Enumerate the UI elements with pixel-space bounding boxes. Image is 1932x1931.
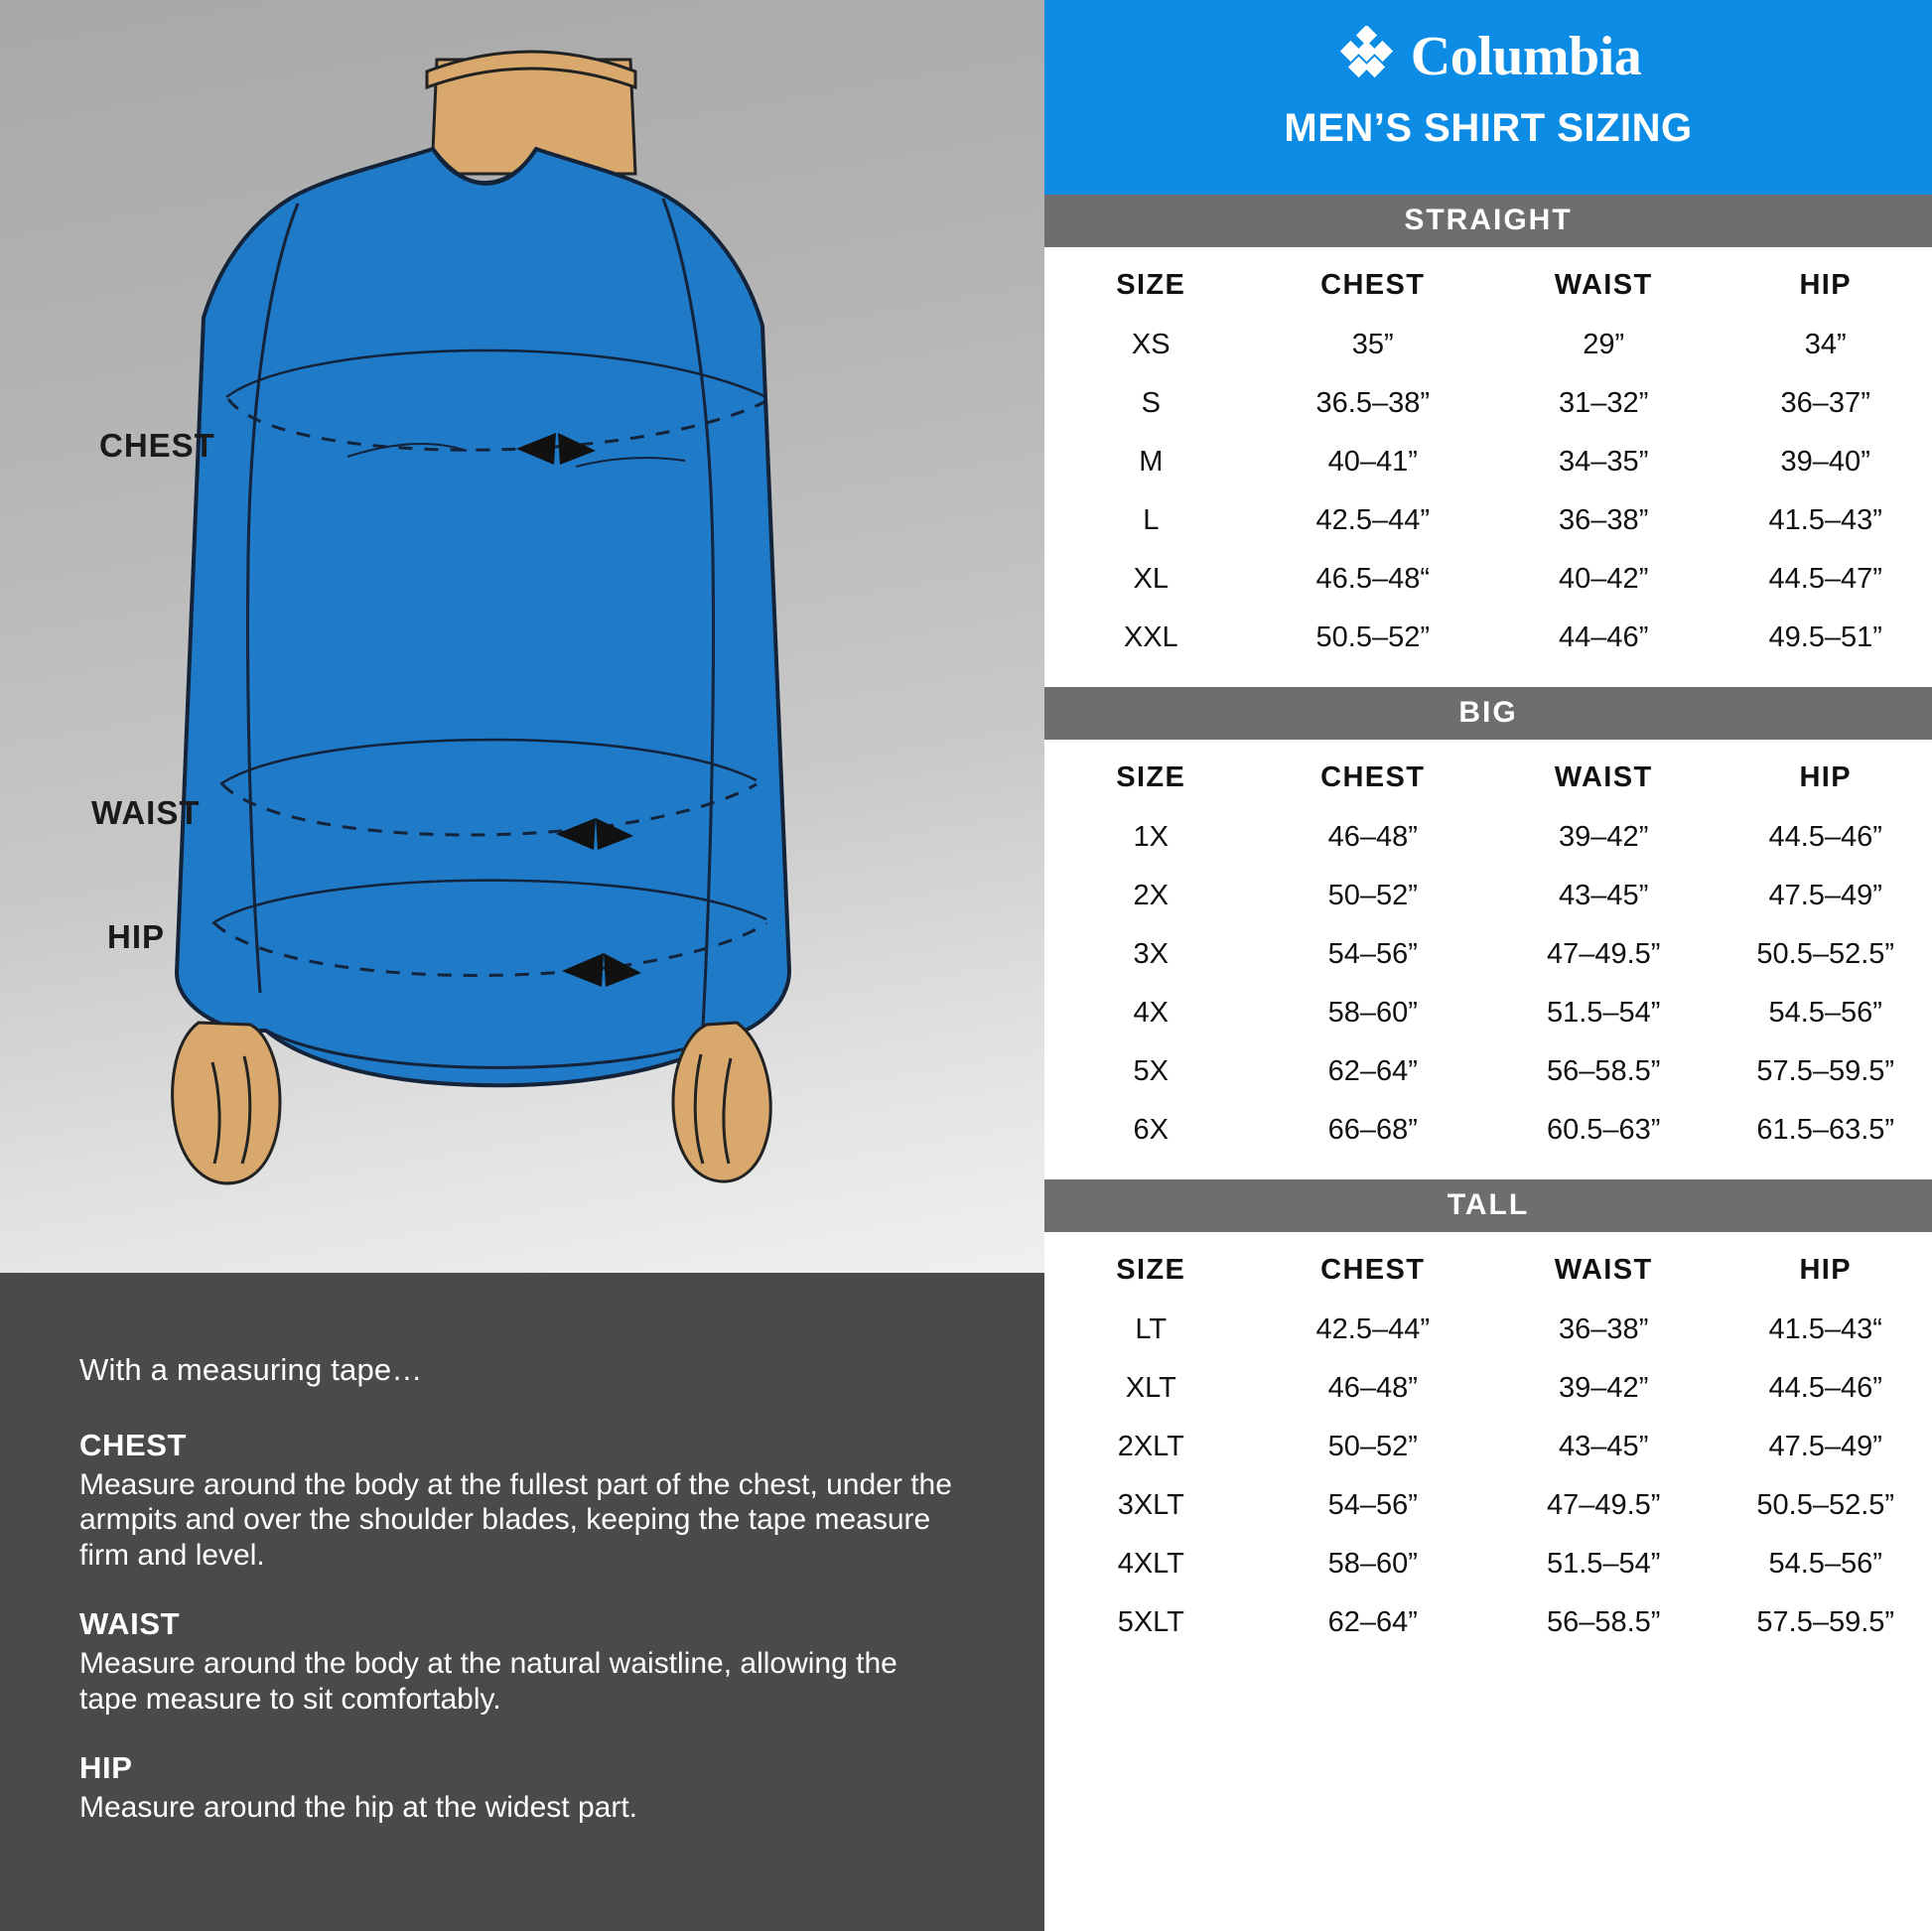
cell-hip: 50.5–52.5” [1756, 1489, 1895, 1521]
cell-waist: 43–45” [1559, 880, 1649, 911]
cell-size: 3X [1133, 938, 1170, 970]
table-row [1044, 1101, 1932, 1160]
cell-size: XS [1131, 329, 1171, 360]
cell-hip: 41.5–43” [1768, 504, 1882, 536]
chest-callout-label: CHEST [99, 427, 215, 464]
cell-chest: 36.5–38” [1315, 387, 1431, 419]
cell-chest: 62–64” [1327, 1055, 1418, 1087]
cell-hip: 50.5–52.5” [1756, 938, 1895, 970]
table-row [1044, 1301, 1932, 1359]
brand-subtitle: MEN’S SHIRT SIZING [1284, 106, 1693, 150]
table-row [1044, 1535, 1932, 1593]
cell-chest: 46–48” [1327, 1372, 1418, 1404]
table-header-row [1044, 740, 1932, 808]
size-table-tall [1044, 1232, 1932, 1652]
cell-size: XXL [1123, 621, 1178, 653]
columbia-diamond-logo-icon [1335, 26, 1397, 86]
cell-hip: 61.5–63.5” [1756, 1114, 1895, 1146]
table-row [1044, 1359, 1932, 1418]
cell-size: XLT [1125, 1372, 1176, 1404]
cell-hip: 57.5–59.5” [1756, 1055, 1895, 1087]
cell-size: 4X [1133, 997, 1170, 1029]
table-row [1044, 433, 1932, 491]
cell-waist: 36–38” [1559, 504, 1649, 536]
instruction-title-chest: CHEST [79, 1428, 188, 1462]
cell-waist: 56–58.5” [1546, 1606, 1661, 1638]
cell-chest: 50–52” [1327, 880, 1418, 911]
instruction-text-chest: Measure around the body at the fullest part of the chest, under the armpits and over the shoulder blades, keeping the tape measure firm and level. [79, 1468, 952, 1572]
cell-size: 3XLT [1117, 1489, 1184, 1521]
column-header-size: SIZE [1116, 761, 1186, 793]
instruction-block-chest [79, 1428, 955, 1573]
right-panel [1044, 0, 1932, 1931]
cell-hip: 57.5–59.5” [1756, 1606, 1895, 1638]
table-row [1044, 316, 1932, 374]
brand-row [1044, 26, 1932, 86]
column-header-chest: CHEST [1320, 761, 1426, 793]
cell-hip: 34” [1804, 329, 1847, 360]
table-spacer [1044, 1160, 1932, 1179]
table-row [1044, 808, 1932, 867]
cell-size: 2X [1133, 880, 1170, 911]
column-header-size: SIZE [1116, 269, 1186, 301]
table-header-row [1044, 247, 1932, 316]
section-heading-tall: TALL [1044, 1179, 1932, 1232]
cell-chest: 42.5–44” [1315, 504, 1431, 536]
cell-chest: 66–68” [1327, 1114, 1418, 1146]
cell-waist: 51.5–54” [1546, 1548, 1661, 1580]
cell-waist: 40–42” [1559, 563, 1649, 595]
table-spacer [1044, 667, 1932, 687]
cell-hip: 44.5–46” [1768, 821, 1882, 853]
cell-waist: 29” [1583, 329, 1625, 360]
table-row [1044, 491, 1932, 550]
column-header-hip: HIP [1799, 1254, 1852, 1286]
cell-chest: 50.5–52” [1315, 621, 1431, 653]
column-header-waist: WAIST [1554, 269, 1653, 301]
column-header-hip: HIP [1799, 761, 1852, 793]
table-row [1044, 984, 1932, 1042]
cell-waist: 47–49.5” [1546, 1489, 1661, 1521]
cell-size: M [1139, 446, 1164, 478]
instruction-text-waist: Measure around the body at the natural waistline, allowing the tape measure to sit comfortably. [79, 1647, 897, 1716]
cell-waist: 43–45” [1559, 1431, 1649, 1462]
table-row [1044, 550, 1932, 609]
cell-waist: 34–35” [1559, 446, 1649, 478]
cell-waist: 36–38” [1559, 1313, 1649, 1345]
table-row [1044, 1593, 1932, 1652]
table-row [1044, 609, 1932, 667]
cell-size: 5X [1133, 1055, 1170, 1087]
table-header-row [1044, 1232, 1932, 1301]
cell-hip: 49.5–51” [1768, 621, 1882, 653]
cell-size: XL [1133, 563, 1170, 595]
column-header-hip: HIP [1799, 269, 1852, 301]
cell-hip: 44.5–46” [1768, 1372, 1882, 1404]
column-header-waist: WAIST [1554, 761, 1653, 793]
cell-chest: 42.5–44” [1315, 1313, 1431, 1345]
column-header-waist: WAIST [1554, 1254, 1653, 1286]
cell-chest: 40–41” [1327, 446, 1418, 478]
table-row [1044, 1476, 1932, 1535]
cell-chest: 54–56” [1327, 1489, 1418, 1521]
cell-chest: 50–52” [1327, 1431, 1418, 1462]
cell-chest: 58–60” [1327, 1548, 1418, 1580]
size-table-big [1044, 740, 1932, 1160]
cell-size: L [1143, 504, 1160, 536]
table-row [1044, 1042, 1932, 1101]
cell-hip: 54.5–56” [1768, 1548, 1882, 1580]
instruction-title-hip: HIP [79, 1749, 133, 1785]
cell-hip: 47.5–49” [1768, 1431, 1882, 1462]
column-header-chest: CHEST [1320, 269, 1426, 301]
hip-callout-label: HIP [107, 918, 166, 955]
shirt-figure-svg [0, 0, 1044, 1273]
cell-waist: 56–58.5” [1546, 1055, 1661, 1087]
cell-hip: 39–40” [1780, 446, 1870, 478]
cell-size: 4XLT [1117, 1548, 1184, 1580]
cell-waist: 31–32” [1559, 387, 1649, 419]
cell-waist: 60.5–63” [1546, 1114, 1661, 1146]
brand-name: Columbia [1410, 25, 1642, 87]
instruction-block-hip [79, 1750, 955, 1825]
cell-chest: 62–64” [1327, 1606, 1418, 1638]
cell-hip: 44.5–47” [1768, 563, 1882, 595]
cell-size: 2XLT [1117, 1431, 1184, 1462]
columbia-diamond-logo-svg [1335, 26, 1397, 81]
shirt-illustration [0, 0, 1044, 1273]
cell-waist: 47–49.5” [1546, 938, 1661, 970]
cell-hip: 54.5–56” [1768, 997, 1882, 1029]
instruction-text-hip: Measure around the hip at the widest part. [79, 1790, 638, 1824]
table-row [1044, 374, 1932, 433]
instruction-block-waist [79, 1606, 955, 1717]
cell-waist: 51.5–54” [1546, 997, 1661, 1029]
cell-chest: 46.5–48“ [1315, 563, 1431, 595]
brand-header [1044, 0, 1932, 195]
measuring-instructions [0, 1273, 1044, 1931]
cell-chest: 54–56” [1327, 938, 1418, 970]
cell-waist: 44–46” [1559, 621, 1649, 653]
section-heading-straight: STRAIGHT [1044, 195, 1932, 247]
waist-callout-label: WAIST [91, 794, 201, 831]
cell-size: 1X [1133, 821, 1170, 853]
table-row [1044, 867, 1932, 925]
size-table-straight [1044, 247, 1932, 667]
instruction-title-waist: WAIST [79, 1606, 181, 1642]
cell-hip: 41.5–43“ [1768, 1313, 1882, 1345]
instructions-intro: With a measuring tape… [79, 1352, 423, 1387]
column-header-size: SIZE [1116, 1254, 1186, 1286]
section-heading-big: BIG [1044, 687, 1932, 740]
cell-size: 6X [1133, 1114, 1170, 1146]
cell-size: LT [1135, 1313, 1168, 1345]
cell-chest: 58–60” [1327, 997, 1418, 1029]
cell-hip: 36–37” [1780, 387, 1870, 419]
cell-chest: 46–48” [1327, 821, 1418, 853]
cell-size: 5XLT [1117, 1606, 1184, 1638]
cell-size: S [1141, 387, 1161, 419]
cell-chest: 35” [1351, 329, 1394, 360]
cell-waist: 39–42” [1559, 821, 1649, 853]
column-header-chest: CHEST [1320, 1254, 1426, 1286]
cell-waist: 39–42” [1559, 1372, 1649, 1404]
table-row [1044, 1418, 1932, 1476]
cell-hip: 47.5–49” [1768, 880, 1882, 911]
table-row [1044, 925, 1932, 984]
